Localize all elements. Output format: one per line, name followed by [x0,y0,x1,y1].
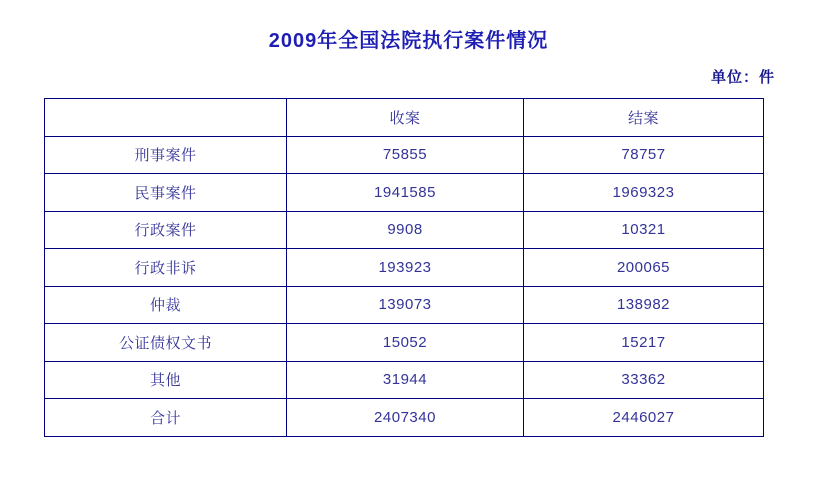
received-cell: 139073 [287,286,524,324]
page-title: 2009年全国法院执行案件情况 [268,30,549,52]
table-row [45,286,764,324]
table-row [45,361,764,399]
cases-table [44,98,764,437]
closed-cell: 2446027 [524,399,764,437]
closed-cell: 1969323 [524,174,764,212]
category-cell: 民事案件 [45,174,287,212]
closed-cell: 138982 [524,286,764,324]
closed-cell: 78757 [524,136,764,174]
received-cell: 31944 [287,361,524,399]
header-row [45,99,764,137]
received-cell: 193923 [287,249,524,287]
unit-label: 单位：件 [710,69,775,86]
received-cell: 75855 [287,136,524,174]
table-row [45,324,764,362]
table-row [45,211,764,249]
table-header [45,99,764,137]
category-cell: 刑事案件 [45,136,287,174]
closed-cell: 200065 [524,249,764,287]
closed-cell: 10321 [524,211,764,249]
category-cell: 仲裁 [45,286,287,324]
closed-cell: 15217 [524,324,764,362]
received-cell: 2407340 [287,399,524,437]
category-cell: 其他 [45,361,287,399]
received-cell: 1941585 [287,174,524,212]
table-row [45,136,764,174]
category-cell: 行政非诉 [45,249,287,287]
table-row [45,174,764,212]
closed-cell: 33362 [524,361,764,399]
category-cell: 公证债权文书 [45,324,287,362]
table-body [45,136,764,436]
header-cell-received: 收案 [287,99,524,137]
category-cell: 行政案件 [45,211,287,249]
table-row [45,399,764,437]
table-row [45,249,764,287]
received-cell: 9908 [287,211,524,249]
category-cell: 合计 [45,399,287,437]
header-cell-closed: 结案 [524,99,764,137]
received-cell: 15052 [287,324,524,362]
header-cell-category [45,99,287,137]
